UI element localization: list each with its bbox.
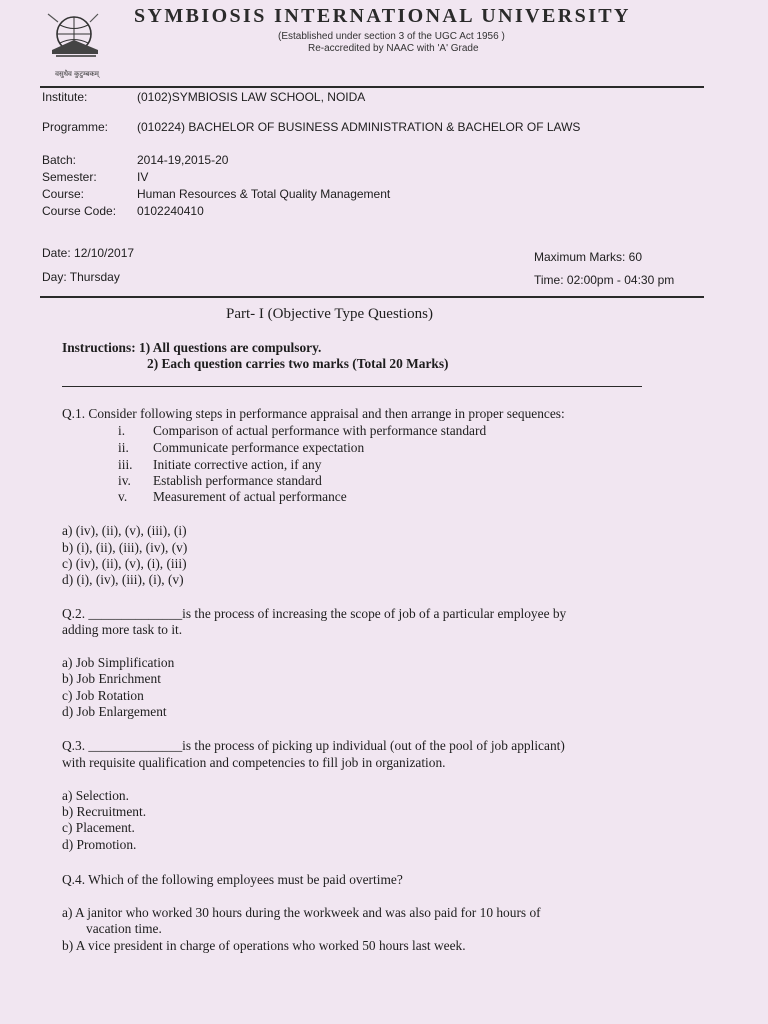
- q1-step-number: iii.: [118, 457, 133, 472]
- exam-date: Date: 12/10/2017: [42, 246, 135, 260]
- institute-label: Institute:: [42, 90, 88, 104]
- q1-step-number: ii.: [118, 440, 129, 455]
- established-note: (Established under section 3 of the UGC Act 1956 ): [278, 31, 505, 42]
- q2-option[interactable]: d) Job Enlargement: [62, 704, 167, 719]
- university-name: SYMBIOSIS INTERNATIONAL UNIVERSITY: [134, 5, 631, 27]
- question-1-stem: Q.1. Consider following steps in performance appraisal and then arrange in proper sequences:: [62, 406, 565, 421]
- accreditation-note: Re-accredited by NAAC with 'A' Grade: [308, 43, 479, 54]
- q1-option[interactable]: a) (iv), (ii), (v), (iii), (i): [62, 523, 187, 538]
- part-heading: Part- I (Objective Type Questions): [226, 306, 433, 322]
- q4-option-a-continued: vacation time.: [86, 921, 162, 936]
- maximum-marks: Maximum Marks: 60: [534, 250, 643, 264]
- university-logo: [44, 10, 110, 82]
- instruction-line-1: Instructions: 1) All questions are compulsory.: [62, 340, 322, 355]
- semester-value: IV: [137, 170, 149, 184]
- q1-option[interactable]: d) (i), (iv), (iii), (i), (v): [62, 572, 184, 587]
- q1-step-text: Comparison of actual performance with performance standard: [153, 423, 487, 438]
- q2-option[interactable]: b) Job Enrichment: [62, 671, 161, 686]
- question-3-line-2: with requisite qualification and competencies to fill job in organization.: [62, 755, 446, 770]
- q1-step-number: iv.: [118, 473, 131, 488]
- instruction-line-2: 2) Each question carries two marks (Total 20 Marks): [147, 356, 449, 371]
- semester-label: Semester:: [42, 170, 97, 184]
- exam-day: Day: Thursday: [42, 270, 120, 284]
- question-3-line-1: Q.3. ______________is the process of picking up individual (out of the pool of job applicant): [62, 738, 565, 753]
- q2-option[interactable]: c) Job Rotation: [62, 688, 144, 703]
- batch-label: Batch:: [42, 153, 77, 167]
- details-divider: [40, 296, 704, 298]
- q1-step-text: Initiate corrective action, if any: [153, 457, 322, 472]
- q4-option-b[interactable]: b) A vice president in charge of operations who worked 50 hours last week.: [62, 938, 466, 953]
- course-label: Course:: [42, 187, 85, 201]
- q1-step-number: v.: [118, 489, 128, 504]
- q3-option[interactable]: b) Recruitment.: [62, 804, 147, 819]
- q1-step-text: Communicate performance expectation: [153, 440, 365, 455]
- institute-value: (0102)SYMBIOSIS LAW SCHOOL, NOIDA: [137, 90, 366, 104]
- q1-option[interactable]: b) (i), (ii), (iii), (iv), (v): [62, 540, 188, 555]
- q3-option[interactable]: d) Promotion.: [62, 837, 137, 852]
- q1-step-number: i.: [118, 423, 126, 438]
- header-divider: [40, 86, 704, 88]
- q4-option-a[interactable]: a) A janitor who worked 30 hours during the workweek and was also paid for 10 hours of: [62, 905, 541, 920]
- programme-label: Programme:: [42, 120, 109, 134]
- batch-value: 2014-19,2015-20: [137, 153, 229, 167]
- q2-option[interactable]: a) Job Simplification: [62, 655, 175, 670]
- q1-option[interactable]: c) (iv), (ii), (v), (i), (iii): [62, 556, 187, 571]
- q1-step-text: Establish performance standard: [153, 473, 322, 488]
- programme-value: (010224) BACHELOR OF BUSINESS ADMINISTRATION & BACHELOR OF LAWS: [137, 120, 581, 134]
- q3-option[interactable]: a) Selection.: [62, 788, 129, 803]
- q1-step-text: Measurement of actual performance: [153, 489, 347, 504]
- question-4-stem: Q.4. Which of the following employees must be paid overtime?: [62, 872, 403, 887]
- instructions-divider: [62, 386, 642, 387]
- svg-text:वसुधैव कुटुम्बकम्: वसुधैव कुटुम्बकम्: [55, 70, 99, 78]
- q3-option[interactable]: c) Placement.: [62, 820, 135, 835]
- question-2-line-1: Q.2. ______________is the process of increasing the scope of job of a particular employee by: [62, 606, 567, 621]
- course-code-label: Course Code:: [42, 204, 117, 218]
- course-value: Human Resources & Total Quality Management: [137, 187, 391, 201]
- exam-time: Time: 02:00pm - 04:30 pm: [534, 273, 675, 287]
- question-2-line-2: adding more task to it.: [62, 622, 183, 637]
- course-code-value: 0102240410: [137, 204, 204, 218]
